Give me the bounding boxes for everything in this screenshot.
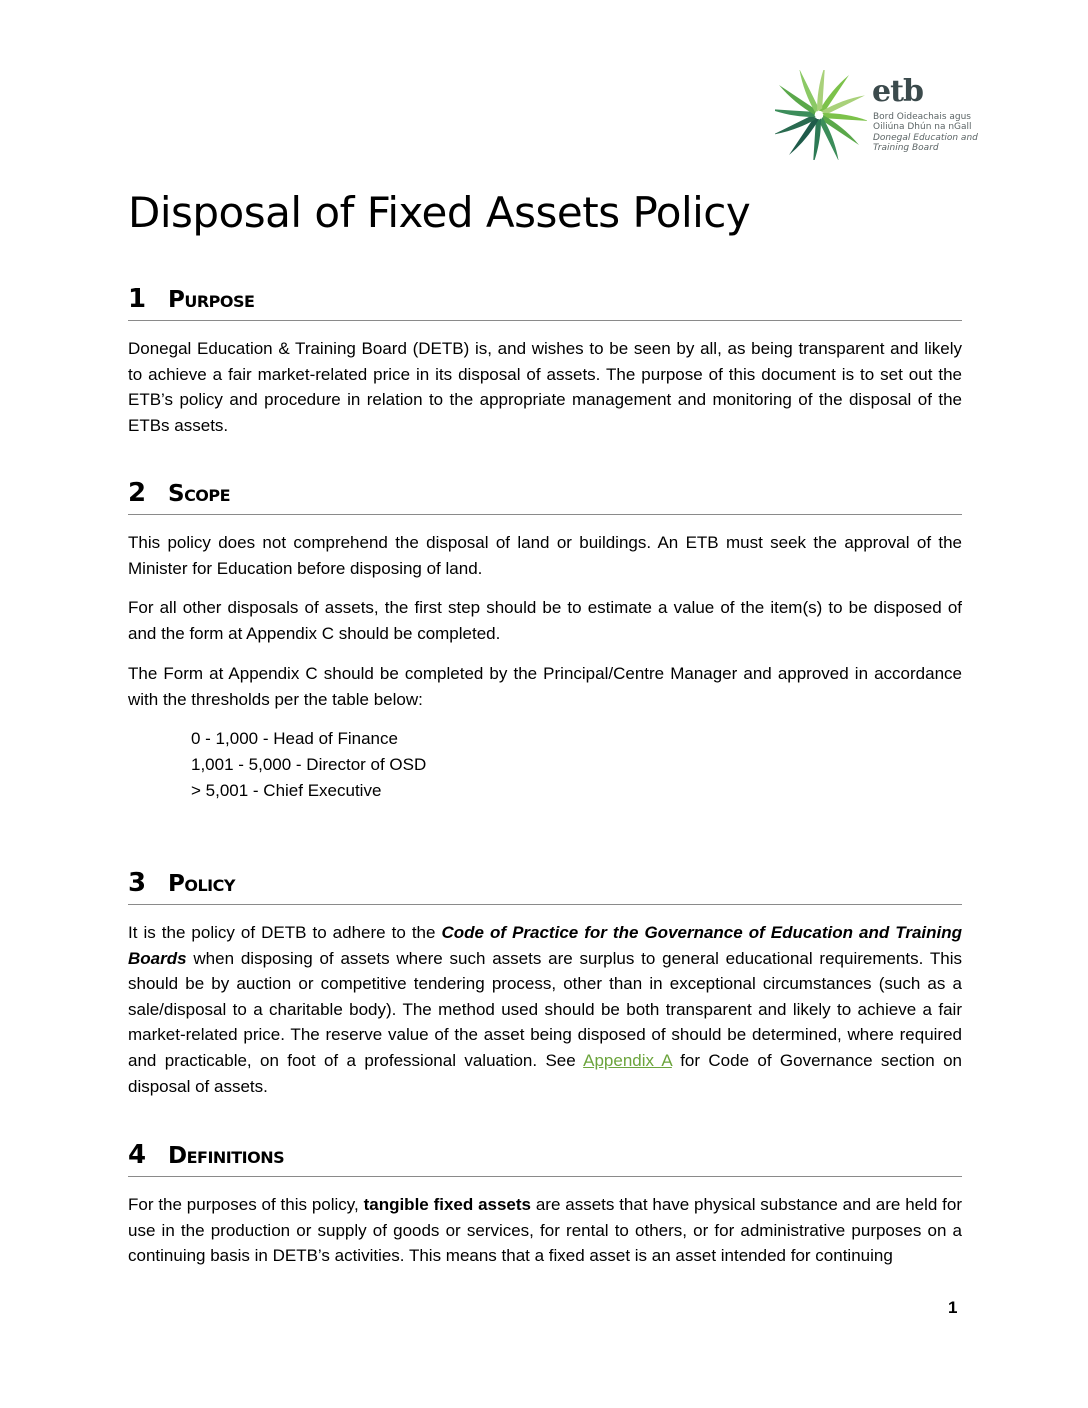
scope-paragraph-2: For all other disposals of assets, the first step should be to estimate a value of the item(s) to be disposed of and the form at Appendix C should be completed. xyxy=(128,598,962,643)
threshold-item: 1,001 - 5,000 - Director of OSD xyxy=(191,755,427,774)
page-number: 1 xyxy=(948,1298,958,1317)
threshold-item: > 5,001 - Chief Executive xyxy=(191,781,382,800)
section-label: Policy xyxy=(168,871,235,897)
section-label: Purpose xyxy=(168,287,255,313)
tangible-fixed-assets-term: tangible fixed assets xyxy=(363,1195,532,1214)
logo-wordmark: etb xyxy=(872,74,923,109)
section-heading-scope xyxy=(128,476,962,515)
policy-text-middle: when disposing of assets where such assets are surplus to general educational requirements. This should be by auction or competitive tendering process, other than in exceptional circumstances (such as a sale/disposal to a charitable body). The method used should be both transparent and likely to achieve a fair market-related price. The reserve value of the asset being disposed of should be determined, where required and practicable, on foot of a professional valuation. See xyxy=(128,948,962,1070)
logo-irish-line-2: Oiliúna Dhún na nGall xyxy=(873,122,972,132)
section-heading-policy xyxy=(128,866,962,905)
scope-paragraph-1: This policy does not comprehend the disposal of land or buildings. An ETB must seek the approval of the Minister for Education before disposing of land. xyxy=(128,533,962,578)
swirl-logo-icon xyxy=(775,70,867,160)
section-label: Definitions xyxy=(168,1143,285,1169)
definitions-text-start: For the purposes of this policy, xyxy=(128,1195,364,1214)
definitions-paragraph xyxy=(128,1192,962,1269)
section-number: 2 xyxy=(128,478,147,508)
section-heading-purpose xyxy=(128,282,962,321)
section-number: 4 xyxy=(128,1140,147,1170)
scope-paragraph-3: The Form at Appendix C should be completed by the Principal/Centre Manager and approved in accordance with the thresholds per the table below: xyxy=(128,664,962,709)
etb-logo xyxy=(775,70,978,160)
document-title: Disposal of Fixed Assets Policy xyxy=(128,188,751,237)
definitions-text-end: are assets that have physical substance and are held for use in the production or supply of goods or services, for rental to others, or for administrative purposes on a continuing basis in DETB’s activities. This means that a fixed asset is an asset intended for continuing xyxy=(128,1195,963,1266)
section-number: 1 xyxy=(128,284,147,314)
policy-text-end: for Code of Governance section on disposal of assets. xyxy=(128,1050,963,1096)
section-number: 3 xyxy=(128,868,147,898)
policy-text-start: It is the policy of DETB to adhere to the xyxy=(128,923,442,942)
logo-irish-line-1: Bord Oideachais agus xyxy=(873,112,971,122)
policy-paragraph xyxy=(128,920,962,1099)
code-of-practice-title: Code of Practice for the Governance of Education and Training Boards xyxy=(128,923,962,968)
appendix-a-link[interactable]: Appendix A xyxy=(583,1050,672,1070)
threshold-item: 0 - 1,000 - Head of Finance xyxy=(191,729,398,748)
section-heading-definitions xyxy=(128,1138,962,1177)
purpose-paragraph: Donegal Education & Training Board (DETB) is, and wishes to be seen by all, as being transparent and likely to achieve a fair market-related price in its disposal of assets. The purpose of this document is to set out the ETB’s policy and procedure in relation to the appropriate management and monitoring of the disposal of the ETBs assets. xyxy=(128,339,962,435)
section-label: Scope xyxy=(168,481,231,507)
logo-english-line-1: Donegal Education and xyxy=(873,133,978,143)
logo-english-line-2: Training Board xyxy=(873,143,939,153)
